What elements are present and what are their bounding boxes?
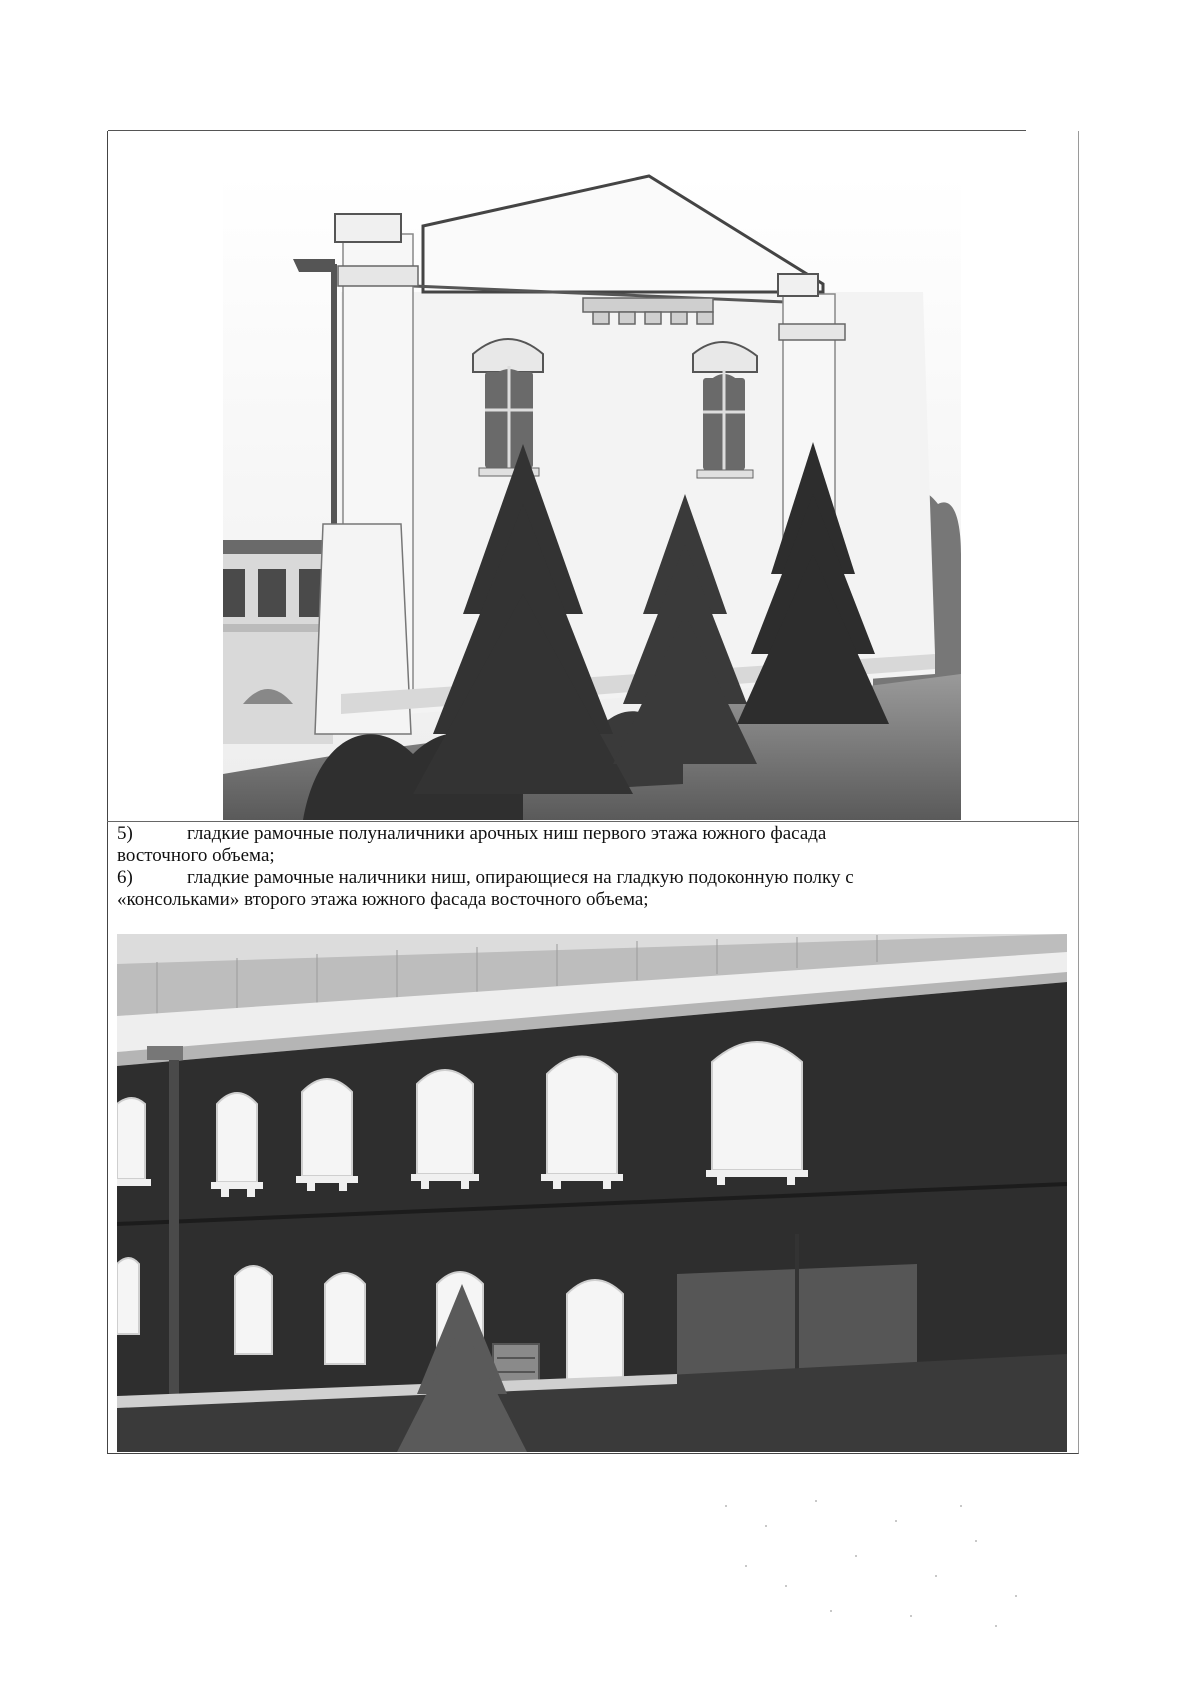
scan-speckle [705, 1485, 1055, 1635]
item-text-line1: гладкие рамочные полуналичники арочных ниш первого этажа южного фасада [187, 823, 827, 844]
item-number: 5) [117, 823, 133, 844]
table-row-divider [107, 821, 1079, 822]
list-item [117, 823, 1067, 867]
caption-list [117, 823, 1067, 911]
item-text-line2: «консольками» второго этажа южного фасада восточного объема; [117, 889, 649, 910]
item-text-line2: восточного объема; [117, 845, 275, 866]
list-item [117, 867, 1067, 911]
photo-niche-facade [117, 934, 1067, 1452]
item-number: 6) [117, 867, 133, 888]
photo-gable-facade [223, 174, 961, 820]
item-text-line1: гладкие рамочные наличники ниш, опирающиеся на гладкую подоконную полку с [187, 867, 854, 888]
